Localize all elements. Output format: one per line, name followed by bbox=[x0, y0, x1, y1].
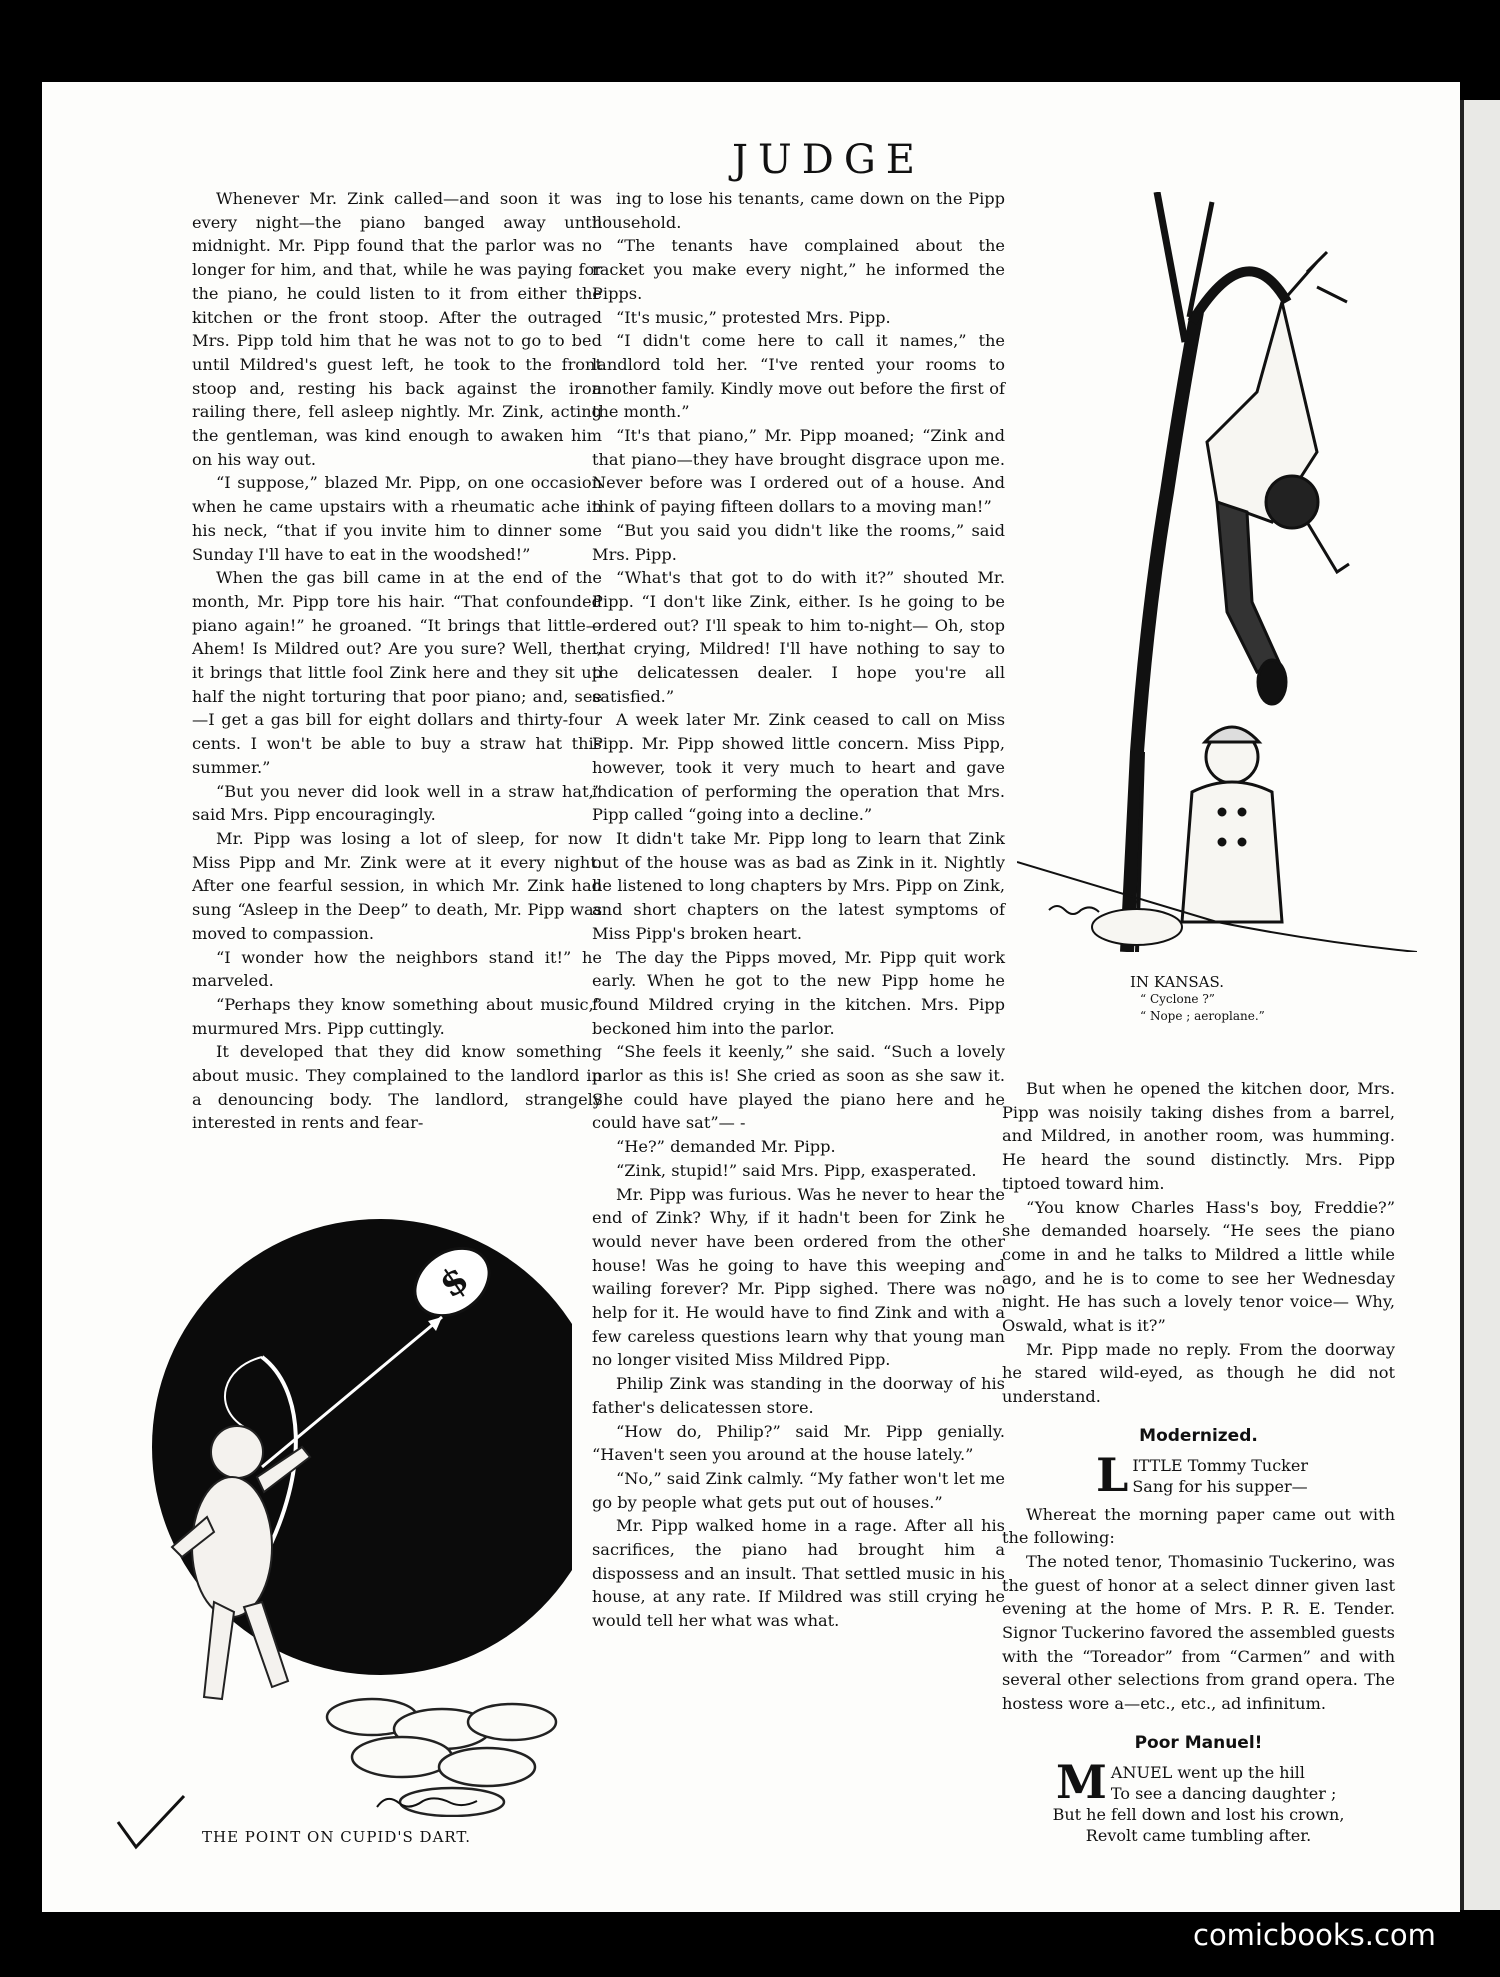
column-2 bbox=[592, 187, 1005, 1633]
drop-cap-m: M bbox=[1056, 1754, 1107, 1809]
paragraph: When the gas bill came in at the end of the month, Mr. Pipp tore his hair. “That confounded piano again!” he groaned. “It brings that little— Ahem! Is Mildred out? Are you sure? Well, then, it brings that little fool Zink here and they sit up half the night torturing that poor piano; and, see—I get a gas bill for eight dollars and thirty-four cents. I won't be able to buy a straw hat this summer.” bbox=[192, 568, 602, 777]
kansas-caption-line: “ Nope ; aeroplane.” bbox=[1140, 1009, 1265, 1023]
verse-line: ITTLE Tommy Tucker bbox=[1132, 1455, 1308, 1475]
verse-line: ANUEL went up the hill bbox=[1110, 1762, 1305, 1782]
verse-line: Revolt came tumbling after. bbox=[1085, 1825, 1312, 1845]
paragraph: Mr. Pipp walked home in a rage. After all his sacrifices, the piano had brought him a dispossess and an insult. That settled music in his house, at any rate. If Mildred was still crying he would tell her what was what. bbox=[592, 1516, 1005, 1631]
paragraph: Whereat the morning paper came out with the following: bbox=[1002, 1504, 1395, 1548]
paragraph: “No,” said Zink calmly. “My father won't let me go by people what gets put out of houses.” bbox=[592, 1468, 1005, 1512]
next-page-edge bbox=[1460, 100, 1500, 1910]
kansas-caption bbox=[1130, 974, 1265, 1025]
drop-cap-l: L bbox=[1096, 1447, 1129, 1502]
boulder bbox=[1092, 909, 1182, 945]
paragraph: “The tenants have complained about the racket you make every night,” he informed the Pipps. bbox=[592, 236, 1005, 303]
modernized-heading: Modernized. bbox=[1139, 1425, 1258, 1446]
verse-line: Sang for his supper— bbox=[1132, 1476, 1308, 1496]
svg-text:$: $ bbox=[431, 1257, 477, 1307]
paragraph: It developed that they did know something about music. They complained to the landlord in a denouncing body. The landlord, strangely interested in rents and fear- bbox=[192, 1042, 602, 1133]
paragraph: Philip Zink was standing in the doorway of his father's delicatessen store. bbox=[592, 1374, 1005, 1417]
verse-line: But he fell down and lost his crown, bbox=[1052, 1804, 1345, 1824]
paragraph: But when he opened the kitchen door, Mrs. Pipp was noisily taking dishes from a barrel, and Mildred, in another room, was humming. He heard the sound distinctly. Mrs. Pipp tiptoed toward him. bbox=[1002, 1079, 1395, 1193]
paragraph: “How do, Philip?” said Mr. Pipp genially. “Haven't seen you around at the house lately.” bbox=[592, 1421, 1005, 1465]
kansas-illustration bbox=[1017, 192, 1417, 952]
check-mark bbox=[114, 1792, 194, 1852]
poor-manuel-verse bbox=[1002, 1754, 1395, 1846]
paragraph: “It's music,” protested Mrs. Pipp. bbox=[616, 307, 891, 327]
kansas-caption-line: “ Cyclone ?” bbox=[1140, 992, 1215, 1006]
magazine-page bbox=[42, 82, 1460, 1912]
paragraph: It didn't take Mr. Pipp long to learn that Zink out of the house was as bad as Zink in it. Nightly he listened to long chapters by Mrs. Pipp on Zink, and short chapters on the latest symptoms of Miss Pipp's broken heart. bbox=[592, 828, 1005, 943]
paragraph: “You know Charles Hass's boy, Freddie?” she demanded hoarsely. “He sees the piano come in and he talks to Mildred a little while ago, and he is to come to see her Wednesday night. He has such a lovely tenor voice— Why, Oswald, what is it?” bbox=[1002, 1197, 1395, 1336]
paragraph: Whenever Mr. Zink called—and soon it was every night—the piano banged away until midnight. Mr. Pipp found that the parlor was no longer for him, and that, while he was paying for the piano, he could listen to it from either the kitchen or the front stoop. After the outraged Mrs. Pipp told him that he was not to go to bed until Mildred's guest left, he took to the front stoop and, resting his back against the iron railing there, fell asleep nightly. Mr. Zink, acting the gentleman, was kind enough to awaken him on his way out. bbox=[192, 189, 602, 469]
modernized-verse bbox=[1002, 1447, 1395, 1502]
paragraph: “I suppose,” blazed Mr. Pipp, on one occasion when he came upstairs with a rheumatic ache in his neck, “that if you invite him to dinner some Sunday I'll have to eat in the woodshed!” bbox=[192, 473, 602, 564]
verse-line: To see a dancing daughter ; bbox=[1110, 1783, 1337, 1803]
source-watermark: comicbooks.com bbox=[1193, 1912, 1483, 1958]
paragraph: ing to lose his tenants, came down on the Pipp household. bbox=[592, 189, 1005, 232]
paragraph: “But you never did look well in a straw hat,” said Mrs. Pipp encouragingly. bbox=[192, 781, 602, 825]
cupid-caption: THE POINT ON CUPID'S DART. bbox=[202, 1828, 471, 1846]
paragraph: “Perhaps they know something about music,” murmured Mrs. Pipp cuttingly. bbox=[192, 994, 602, 1038]
cupid-illustration bbox=[152, 1217, 572, 1817]
paragraph: The noted tenor, Thomasinio Tuckerino, was the guest of honor at a select dinner given last evening at the home of Mrs. P. R. E. Tender. Signor Tuckerino favored the assembled guests with the “Toreador” from “Carmen” and with several other selections from grand opera. The hostess wore a—etc., etc., ad infinitum. bbox=[1002, 1551, 1395, 1714]
paragraph: Mr. Pipp was losing a lot of sleep, for now Miss Pipp and Mr. Zink were at it every night. After one fearful session, in which Mr. Zink had sung “Asleep in the Deep” to death, Mr. Pipp was moved to compassion. bbox=[192, 828, 602, 943]
paragraph: “I wonder how the neighbors stand it!” he marveled. bbox=[192, 947, 602, 991]
paragraph: Mr. Pipp made no reply. From the doorway he stared wild-eyed, as though he did not understand. bbox=[1002, 1339, 1395, 1407]
paragraph: “What's that got to do with it?” shouted Mr. Pipp. “I don't like Zink, either. Is he going to be ordered out? I'll speak to him to-night— Oh, stop that crying, Mildred! I'll have nothing to say to the delicatessen dealer. I hope you're all satisfied.” bbox=[592, 568, 1005, 706]
farmer-figure bbox=[1182, 727, 1282, 922]
poor-manuel-heading: Poor Manuel! bbox=[1134, 1732, 1263, 1753]
paragraph: “It's that piano,” Mr. Pipp moaned; “Zink and that piano—they have brought disgrace upon me. Never before was I ordered out of a house. And think of paying fifteen dollars to a moving man!” bbox=[592, 426, 1005, 517]
masthead: JUDGE bbox=[732, 137, 925, 183]
paragraph: “But you said you didn't like the rooms,” said Mrs. Pipp. bbox=[592, 520, 1005, 564]
paragraph: “Zink, stupid!” said Mrs. Pipp, exasperated. bbox=[616, 1160, 977, 1180]
paragraph: “He?” demanded Mr. Pipp. bbox=[616, 1137, 836, 1157]
kansas-signature bbox=[1049, 906, 1099, 914]
paragraph: A week later Mr. Zink ceased to call on Miss Pipp. Mr. Pipp showed little concern. Miss Pipp, however, took it very much to heart and gave indication of performing the operation that Mrs. Pipp called “going into a decline.” bbox=[592, 710, 1005, 825]
column-3 bbox=[1002, 1077, 1395, 1846]
kansas-caption-title: IN KANSAS. bbox=[1130, 973, 1224, 991]
paragraph: “She feels it keenly,” she said. “Such a lovely parlor as this is! She cried as soon as she saw it. She could have played the piano here and he could have sat”— - bbox=[592, 1042, 1005, 1133]
paragraph: Mr. Pipp was furious. Was he never to hear the end of Zink? Why, if it hadn't been for Zink he would never have been ordered from the other house! Was he going to have this weeping and wailing forever? Mr. Pipp sighed. There was no help for it. He would have to find Zink and with a few careless questions learn why that young man no longer visited Miss Mildred Pipp. bbox=[592, 1184, 1005, 1370]
paragraph: “I didn't come here to call it names,” the landlord told her. “I've rented your rooms to another family. Kindly move out before the first of the month.” bbox=[592, 331, 1005, 422]
hanging-man bbox=[1207, 302, 1349, 704]
column-1 bbox=[192, 187, 602, 1135]
paragraph: The day the Pipps moved, Mr. Pipp quit work early. When he got to the new Pipp home he found Mildred crying in the kitchen. Mrs. Pipp beckoned him into the parlor. bbox=[592, 947, 1005, 1038]
